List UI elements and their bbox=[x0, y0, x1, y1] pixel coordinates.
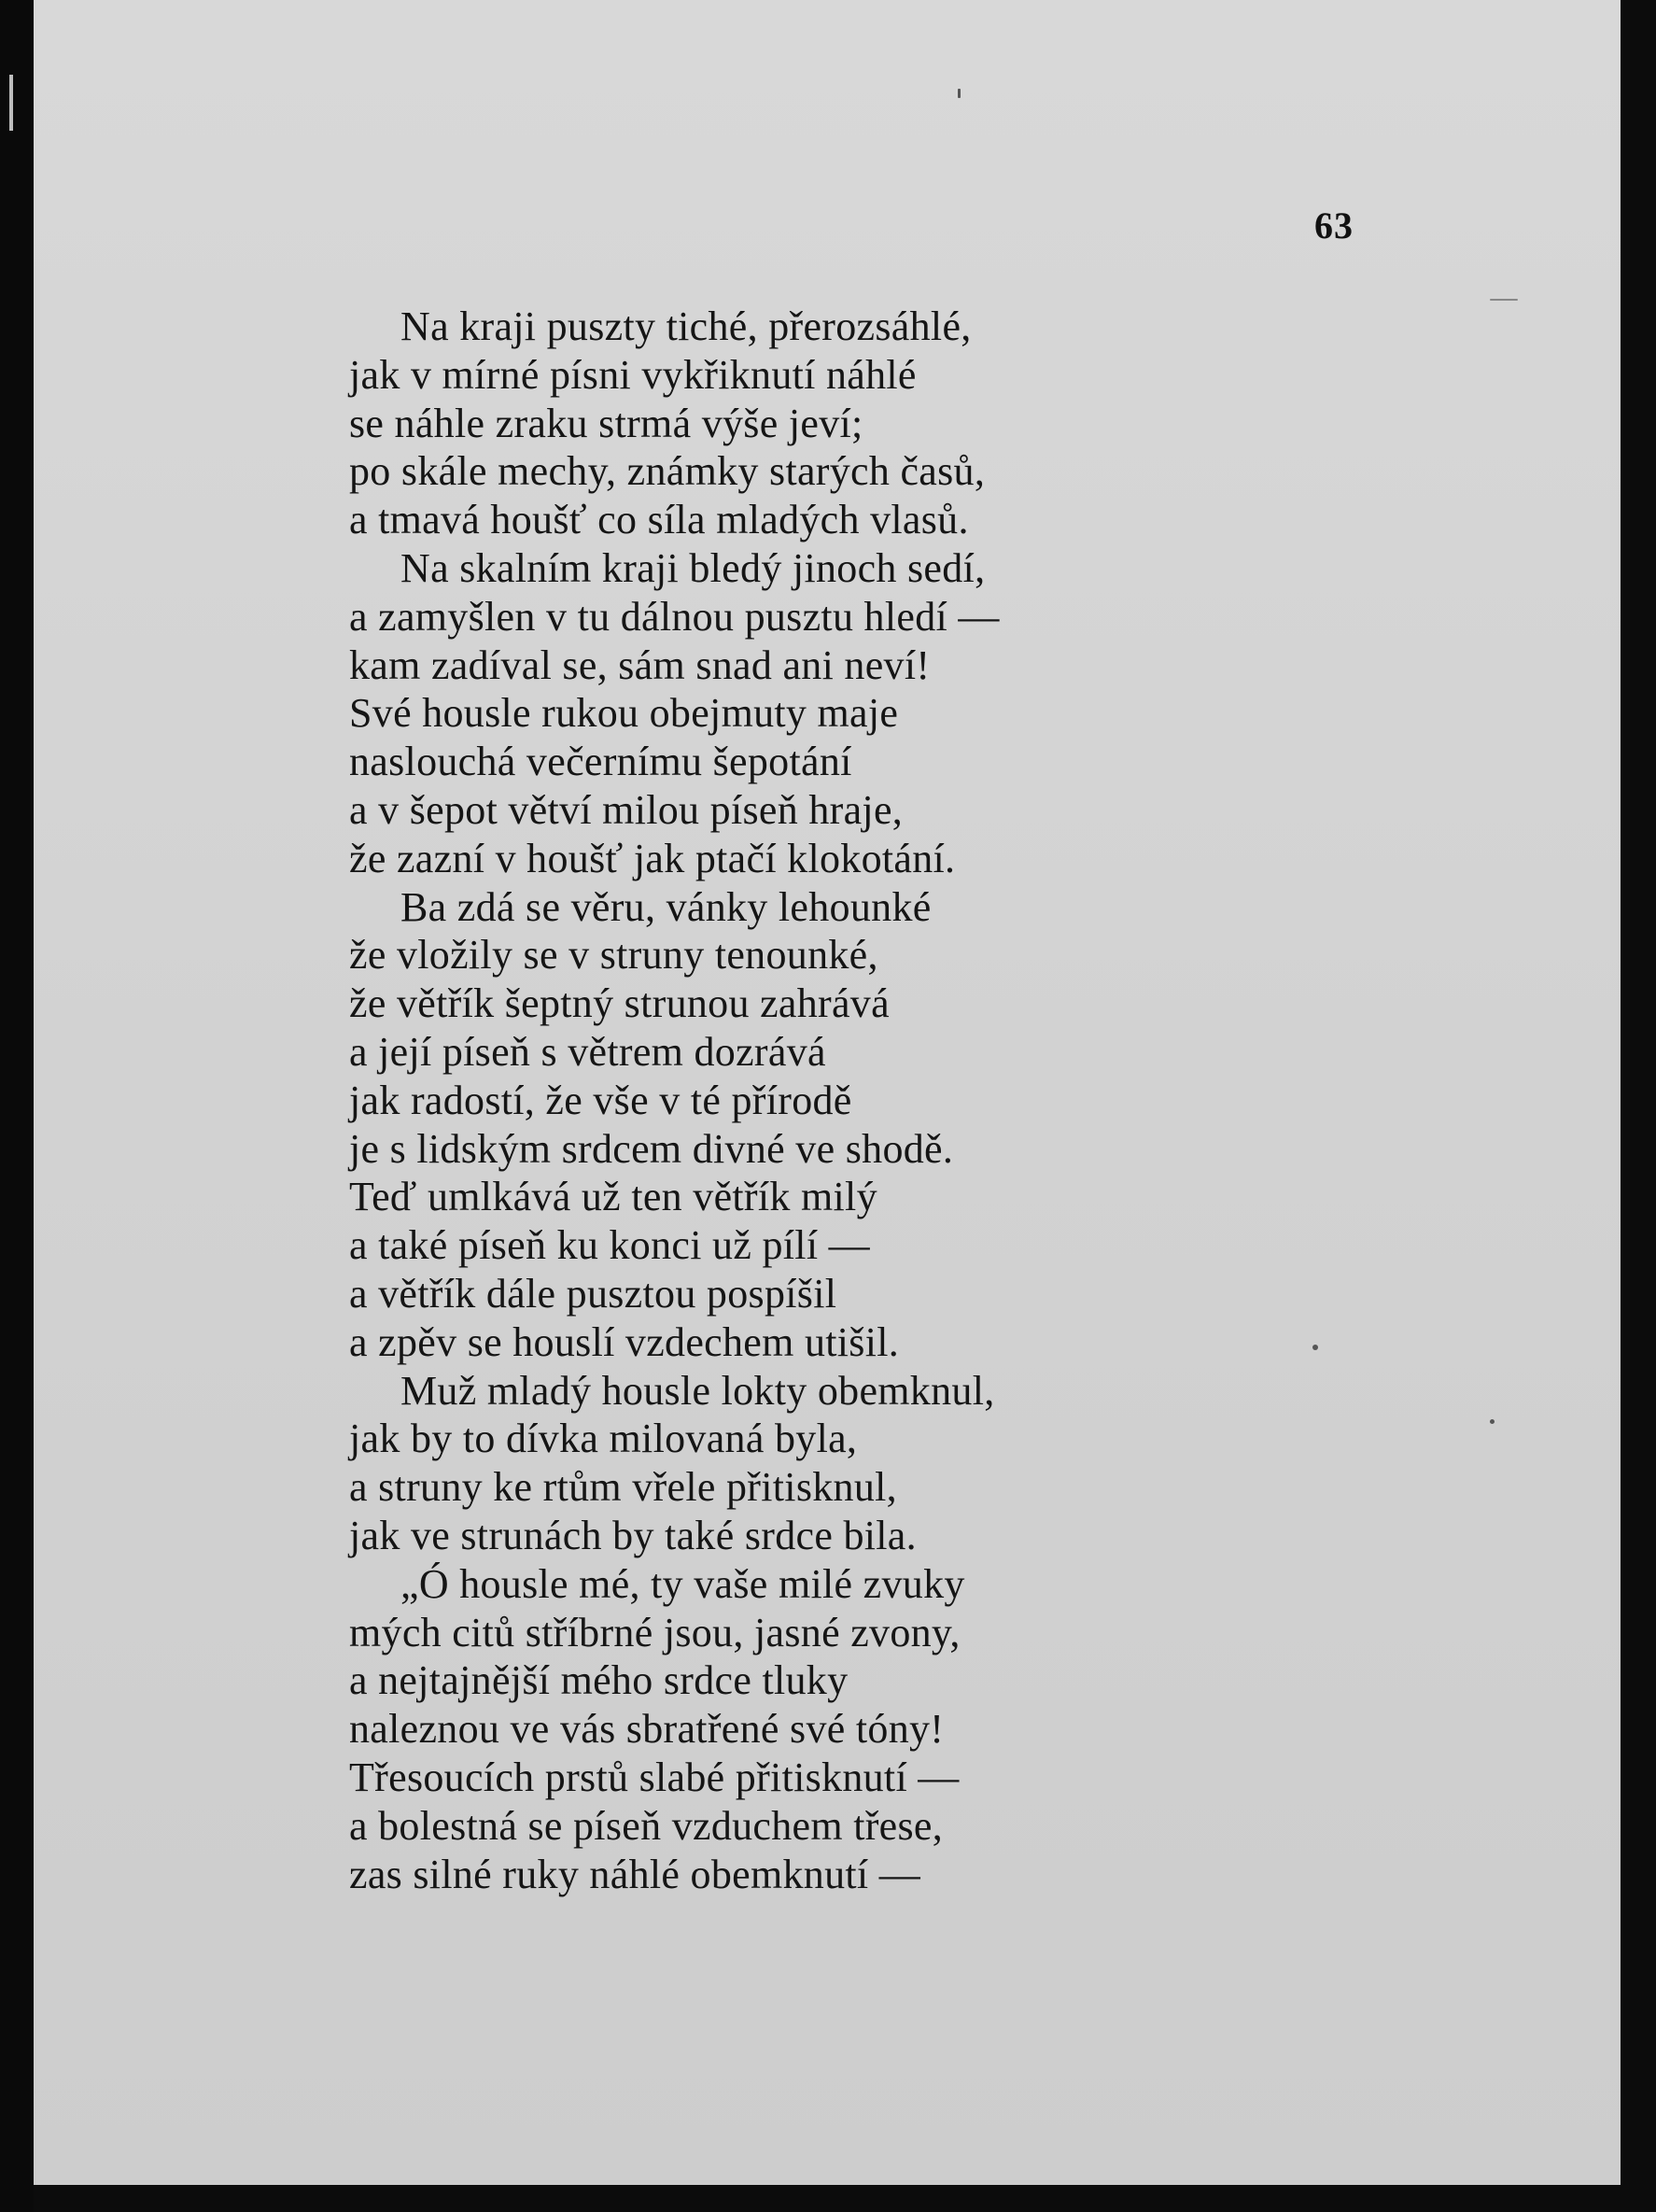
poem-line: a také píseň ku konci už pílí — bbox=[349, 1222, 870, 1269]
poem-line: a struny ke rtům vřele přitisknul, bbox=[349, 1464, 897, 1511]
dust-speck bbox=[1490, 299, 1518, 301]
poem-line: že větřík šeptný strunou zahrává bbox=[349, 980, 890, 1027]
poem-line: Své housle rukou obejmuty maje bbox=[349, 690, 899, 737]
poem-line: že zazní v houšť jak ptačí klokotání. bbox=[349, 835, 956, 881]
poem-line: je s lidským srdcem divné ve shodě. bbox=[349, 1125, 954, 1172]
page-number: 63 bbox=[1314, 204, 1354, 247]
poem-line: se náhle zraku strmá výše jeví; bbox=[349, 400, 863, 446]
poem-line: a zamyšlen v tu dálnou pusztu hledí — bbox=[349, 593, 1000, 640]
poem-line: jak v mírné písni vykřiknutí náhlé bbox=[349, 351, 917, 398]
poem-line: a tmavá houšť co síla mladých vlasů. bbox=[349, 497, 969, 543]
scan-left-border bbox=[0, 0, 34, 2212]
scan-edge-mark bbox=[9, 75, 13, 131]
poem-line: Na skalním kraji bledý jinoch sedí, bbox=[400, 544, 986, 591]
dust-speck bbox=[1490, 1419, 1495, 1424]
poem-line: naleznou ve vás sbratřené své tóny! bbox=[349, 1706, 945, 1753]
poem-line: jak by to dívka milovaná byla, bbox=[349, 1416, 858, 1462]
dust-speck bbox=[958, 89, 961, 98]
poem-line: že vložily se v struny tenounké, bbox=[349, 932, 878, 979]
poem-line: Ba zdá se věru, vánky lehounké bbox=[400, 883, 932, 930]
poem-text bbox=[349, 303, 1283, 1898]
poem-line: a nejtajnější mého srdce tluky bbox=[349, 1657, 849, 1704]
poem-line: kam zadíval se, sám snad ani neví! bbox=[349, 641, 931, 688]
poem-line: zas silné ruky náhlé obemknutí — bbox=[349, 1851, 921, 1897]
poem-line: a její píseň s větrem dozrává bbox=[349, 1028, 826, 1075]
poem-line: Muž mladý housle lokty obemknul, bbox=[400, 1367, 995, 1414]
poem-line: a větřík dále pusztou pospíšil bbox=[349, 1270, 837, 1317]
poem-line: Na kraji puszty tiché, přerozsáhlé, bbox=[400, 303, 972, 349]
poem-line: Teď umlkává už ten větřík milý bbox=[349, 1174, 877, 1220]
poem-line: a zpěv se houslí vzdechem utišil. bbox=[349, 1318, 900, 1365]
poem-line: jak ve strunách by také srdce bila. bbox=[349, 1512, 917, 1558]
poem-line: „Ó housle mé, ty vaše milé zvuky bbox=[400, 1560, 965, 1607]
poem-line: a v šepot větví milou píseň hraje, bbox=[349, 786, 904, 833]
poem-line: mých citů stříbrné jsou, jasné zvony, bbox=[349, 1609, 961, 1655]
poem-line: jak radostí, že vše v té přírodě bbox=[349, 1077, 852, 1123]
poem-line: naslouchá večernímu šepotání bbox=[349, 739, 852, 785]
poem-line: a bolestná se píseň vzduchem třese, bbox=[349, 1802, 944, 1849]
poem-line: po skále mechy, známky starých časů, bbox=[349, 448, 986, 495]
poem-line: Třesoucích prstů slabé přitisknutí — bbox=[349, 1754, 960, 1800]
dust-speck bbox=[1312, 1345, 1318, 1350]
